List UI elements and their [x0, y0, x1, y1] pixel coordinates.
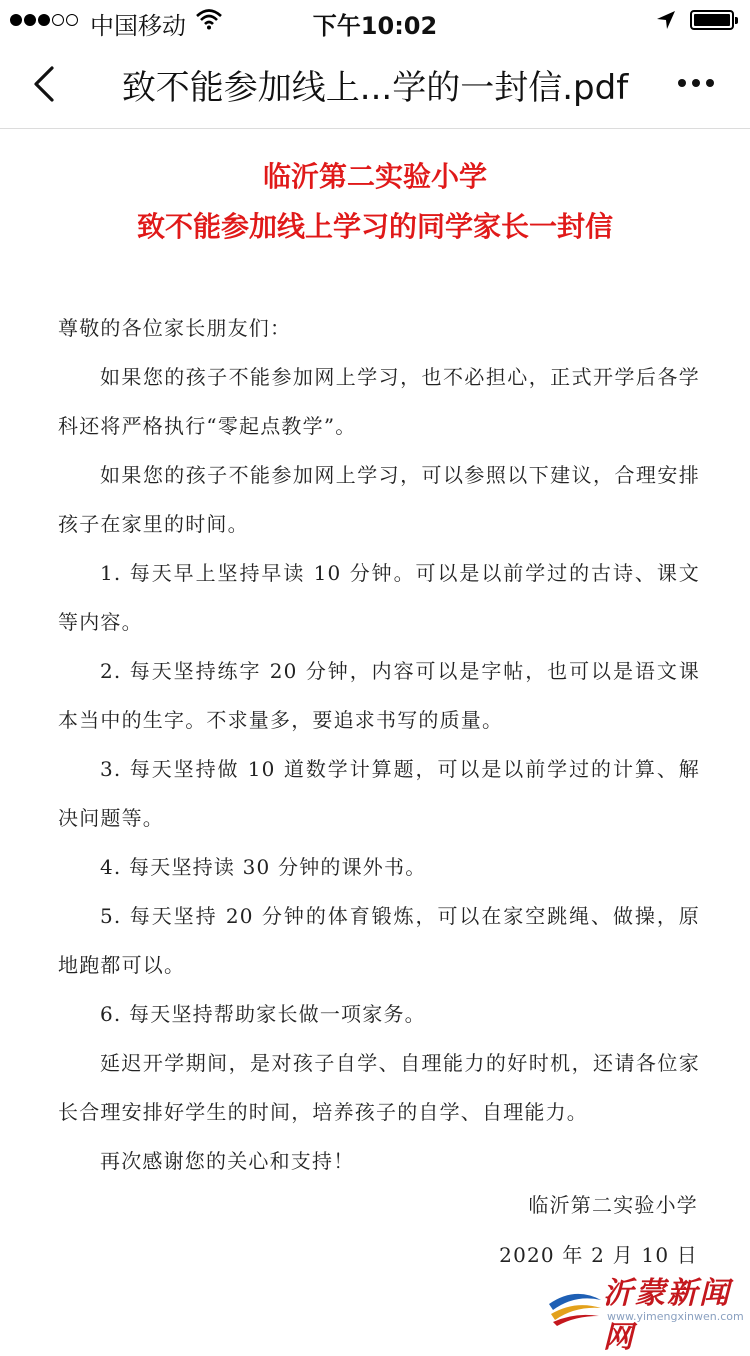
list-item: 5. 每天坚持 20 分钟的体育锻炼，可以在家空跳绳、做操，原地跑都可以。 — [58, 904, 700, 977]
letter-date: 2020 年 2 月 10 日 — [499, 1243, 698, 1267]
battery-icon — [690, 10, 734, 30]
salutation: 尊敬的各位家长朋友们： — [58, 316, 292, 340]
letter-body — [58, 304, 700, 1186]
list-item: 2. 每天坚持练字 20 分钟，内容可以是字帖，也可以是语文课本当中的生字。不求量多，要追求书写的质量。 — [58, 659, 700, 732]
back-button[interactable] — [28, 62, 68, 106]
list-item: 4. 每天坚持读 30 分钟的课外书。 — [100, 855, 427, 879]
list-item: 1. 每天早上坚持早读 10 分钟。可以是以前学过的古诗、课文等内容。 — [58, 561, 700, 634]
paragraph: 延迟开学期间，是对孩子自学、自理能力的好时机，还请各位家长合理安排好学生的时间，培养孩子的自学、自理能力。 — [58, 1051, 700, 1124]
more-options-button[interactable] — [674, 68, 718, 98]
more-dot — [692, 79, 700, 87]
watermark-logo — [545, 1268, 745, 1355]
status-bar — [0, 0, 750, 40]
location-arrow-icon — [656, 10, 676, 34]
carrier-name: 中国移动 — [90, 12, 186, 40]
closing: 再次感谢您的关心和支持！ — [100, 1149, 355, 1173]
navigation-bar — [0, 40, 750, 129]
paragraph: 如果您的孩子不能参加网上学习，可以参照以下建议，合理安排孩子在家里的时间。 — [58, 463, 700, 536]
watermark-url: www.yimengxinwen.com — [607, 1310, 744, 1323]
list-item: 6. 每天坚持帮助家长做一项家务。 — [100, 1002, 426, 1026]
watermark-swoosh-icon — [545, 1270, 605, 1330]
watermark-name: 沂蒙新闻网 — [603, 1276, 731, 1355]
more-dots-icon — [678, 79, 686, 87]
paragraph: 如果您的孩子不能参加网上学习，也不必担心，正式开学后各学科还将严格执行“零起点教学”。 — [58, 365, 700, 438]
chevron-left-icon — [28, 62, 68, 106]
more-dot — [706, 79, 714, 87]
page-title: 致不能参加线上...学的一封信.pdf — [121, 68, 629, 108]
pdf-document[interactable] — [0, 129, 750, 1334]
document-title-letter: 致不能参加线上学习的同学家长一封信 — [136, 210, 613, 243]
signature: 临沂第二实验小学 — [528, 1193, 698, 1217]
document-title-school: 临沂第二实验小学 — [262, 160, 487, 193]
status-time: 下午10:02 — [312, 12, 438, 40]
list-item: 3. 每天坚持做 10 道数学计算题，可以是以前学过的计算、解决问题等。 — [58, 757, 700, 830]
